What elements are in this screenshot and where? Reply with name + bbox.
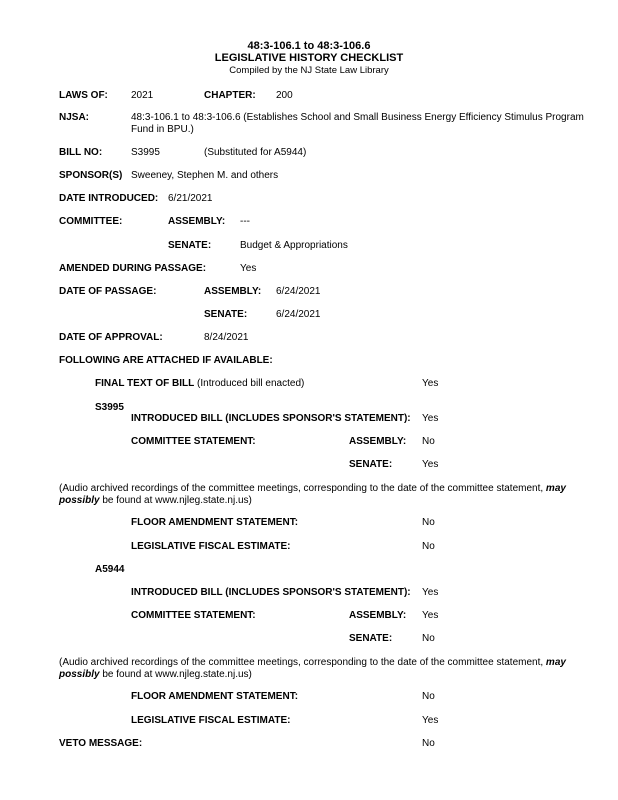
a5944-floor-value: No	[422, 691, 435, 702]
s3995-fiscal-label: LEGISLATIVE FISCAL ESTIMATE:	[131, 541, 291, 552]
s3995-committee-label: COMMITTEE STATEMENT:	[131, 436, 256, 447]
bill-no-label: BILL NO:	[59, 147, 103, 158]
a5944-assembly-value: Yes	[422, 610, 439, 621]
a5944-fiscal-label: LEGISLATIVE FISCAL ESTIMATE:	[131, 715, 291, 726]
s3995-fiscal-value: No	[422, 541, 435, 552]
a5944-introduced-value: Yes	[422, 587, 439, 598]
audio-note-text-end: be found at www.njleg.state.nj.us)	[99, 495, 252, 506]
audio-note-2	[59, 657, 609, 681]
final-text-row	[95, 378, 304, 390]
njsa-label: NJSA:	[59, 112, 90, 123]
audio-note-1	[59, 483, 609, 507]
date-introduced-value: 6/21/2021	[168, 193, 213, 204]
chapter-label: CHAPTER:	[204, 90, 256, 101]
passage-assembly-label: ASSEMBLY:	[204, 286, 262, 297]
audio-note-emph: may possibly	[59, 483, 566, 506]
document-subtitle: LEGISLATIVE HISTORY CHECKLIST	[214, 52, 404, 64]
amended-label: AMENDED DURING PASSAGE:	[59, 263, 207, 274]
s3995-senate-label: SENATE:	[349, 459, 393, 470]
a5944-assembly-label: ASSEMBLY:	[349, 610, 407, 621]
date-of-approval-label: DATE OF APPROVAL:	[59, 332, 163, 343]
final-text-value: Yes	[422, 378, 439, 389]
audio-note-text-end: be found at www.njleg.state.nj.us)	[99, 669, 252, 680]
document-title: 48:3-106.1 to 48:3-106.6	[247, 40, 371, 52]
s3995-introduced-value: Yes	[422, 413, 439, 424]
njsa-value: 48:3-106.1 to 48:3-106.6 (Establishes School and Small Business Energy Efficiency Stimulus Program Fund in BPU.)	[131, 112, 584, 135]
a5944-fiscal-value: Yes	[422, 715, 439, 726]
committee-assembly-label: ASSEMBLY:	[168, 216, 226, 227]
laws-of-label: LAWS OF:	[59, 90, 108, 101]
passage-senate-value: 6/24/2021	[276, 309, 321, 320]
s3995-floor-value: No	[422, 517, 435, 528]
amended-value: Yes	[240, 263, 257, 274]
a5944-label: A5944	[95, 564, 125, 575]
a5944-floor-label: FLOOR AMENDMENT STATEMENT:	[131, 691, 299, 702]
a5944-senate-label: SENATE:	[349, 633, 393, 644]
audio-note-text: (Audio archived recordings of the committee meetings, corresponding to the date of the committee statement,	[59, 657, 546, 668]
audio-note-text: (Audio archived recordings of the committee meetings, corresponding to the date of the committee statement,	[59, 483, 546, 494]
veto-label: VETO MESSAGE:	[59, 738, 143, 749]
date-of-approval-value: 8/24/2021	[204, 332, 249, 343]
s3995-assembly-label: ASSEMBLY:	[349, 436, 407, 447]
laws-of-value: 2021	[131, 90, 154, 101]
final-text-note: (Introduced bill enacted)	[197, 378, 305, 389]
passage-senate-label: SENATE:	[204, 309, 248, 320]
s3995-label: S3995	[95, 402, 124, 413]
committee-senate-label: SENATE:	[168, 240, 212, 251]
passage-assembly-value: 6/24/2021	[276, 286, 321, 297]
committee-assembly-value: ---	[240, 216, 250, 227]
bill-no-note: (Substituted for A5944)	[204, 147, 307, 158]
committee-label: COMMITTEE:	[59, 216, 123, 227]
final-text-label: FINAL TEXT OF BILL	[95, 378, 195, 389]
s3995-floor-label: FLOOR AMENDMENT STATEMENT:	[131, 517, 299, 528]
a5944-committee-label: COMMITTEE STATEMENT:	[131, 610, 256, 621]
s3995-senate-value: Yes	[422, 459, 439, 470]
s3995-assembly-value: No	[422, 436, 435, 447]
date-introduced-label: DATE INTRODUCED:	[59, 193, 159, 204]
bill-no-value: S3995	[131, 147, 160, 158]
a5944-senate-value: No	[422, 633, 435, 644]
committee-senate-value: Budget & Appropriations	[240, 240, 348, 251]
sponsor-value: Sweeney, Stephen M. and others	[131, 170, 279, 181]
s3995-introduced-label: INTRODUCED BILL (INCLUDES SPONSOR'S STATEMENT):	[131, 413, 411, 424]
audio-note-emph: may possibly	[59, 657, 566, 680]
date-of-passage-label: DATE OF PASSAGE:	[59, 286, 157, 297]
compiled-by: Compiled by the NJ State Law Library	[229, 65, 389, 76]
attached-heading: FOLLOWING ARE ATTACHED IF AVAILABLE:	[59, 355, 273, 366]
veto-value: No	[422, 738, 435, 749]
sponsor-label: SPONSOR(S)	[59, 170, 123, 181]
a5944-introduced-label: INTRODUCED BILL (INCLUDES SPONSOR'S STATEMENT):	[131, 587, 411, 598]
chapter-value: 200	[276, 90, 293, 101]
